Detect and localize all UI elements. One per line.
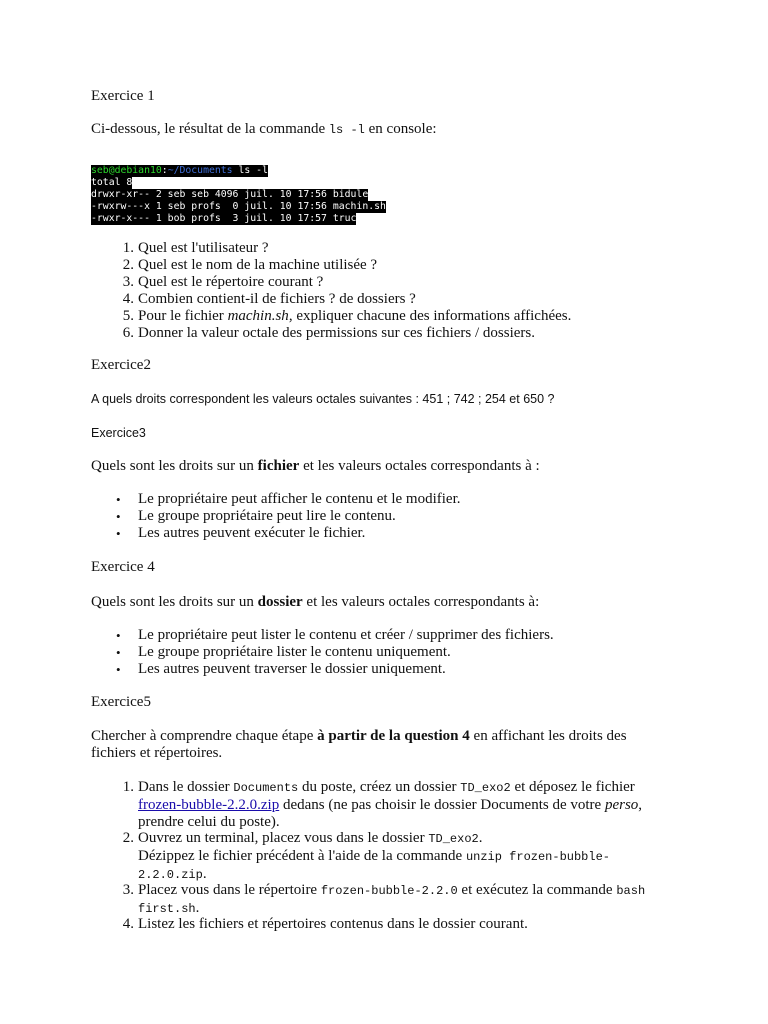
question-text: Quel est le répertoire courant ? xyxy=(138,274,324,290)
question-number: 6. xyxy=(122,325,134,341)
bullet-text: Le groupe propriétaire lister le contenu uniquement. xyxy=(138,644,451,660)
bullet-icon: • xyxy=(116,526,121,541)
step-code-folder: TD_exo2 xyxy=(460,781,511,795)
step-text: . xyxy=(195,900,200,916)
step-number: 2. xyxy=(122,830,134,846)
step-code-folder: TD_exo2 xyxy=(428,832,479,846)
step-text: Ouvrez un terminal, placez vous dans le dossier xyxy=(138,830,429,846)
bullet-icon: • xyxy=(116,662,121,677)
bullet-text: Les autres peuvent traverser le dossier uniquement. xyxy=(138,661,446,677)
terminal-line-text: -rwxr-x--- 1 bob profs 3 juil. 10 17:57 truc xyxy=(91,213,357,224)
intro-text: Ci-dessous, le résultat de la commande xyxy=(91,121,329,137)
intro-command: ls -l xyxy=(328,123,365,137)
terminal-prompt-user: seb@debian10 xyxy=(91,165,162,176)
step-code-unzip: unzip frozen-bubble- xyxy=(465,850,610,864)
zip-file-link[interactable]: frozen-bubble-2.2.0.zip xyxy=(138,797,280,813)
exercise-2-title: Exercice2 xyxy=(91,357,151,373)
question-text: Combien contient-il de fichiers ? de dossiers ? xyxy=(138,291,416,307)
intro-text-end: en console: xyxy=(364,121,437,137)
intro-emphasis: à partir de la question 4 xyxy=(317,728,470,744)
exercise-5-intro xyxy=(91,728,627,745)
step-text: Dans le dossier xyxy=(138,779,234,795)
exercise-3-title: Exercice3 xyxy=(91,426,146,440)
terminal-prompt-command: ls -l xyxy=(232,165,268,176)
question-text: Quels sont les droits sur un xyxy=(91,594,258,610)
step-line: prendre celui du poste). xyxy=(138,814,280,830)
step-item xyxy=(122,916,698,933)
step-text: Dézippez le fichier précédent à l'aide de la commande xyxy=(138,848,466,864)
question-filename: machin.sh xyxy=(227,308,289,324)
exercise-4-question xyxy=(91,594,539,611)
question-text-end: et les valeurs octales correspondants à : xyxy=(299,458,540,474)
terminal-line xyxy=(91,213,386,225)
exercise-5-title: Exercice5 xyxy=(91,694,151,710)
question-number: 2. xyxy=(122,257,134,273)
question-keyword: fichier xyxy=(257,458,300,474)
exercise-5-intro-line2: fichiers et répertoires. xyxy=(91,745,223,761)
step-code-bash: bash xyxy=(616,884,646,898)
intro-text-end: en affichant les droits des xyxy=(469,728,627,744)
terminal-prompt-path: ~/Documents xyxy=(167,165,233,176)
step-item xyxy=(122,779,698,831)
terminal-line xyxy=(91,201,386,213)
question-item xyxy=(122,325,698,342)
step-code-script: first.sh xyxy=(138,902,196,916)
step-text: du poste, créez un dossier xyxy=(298,779,461,795)
question-text-end: , expliquer chacune des informations affichées. xyxy=(288,308,572,324)
bullet-icon: • xyxy=(116,628,121,643)
step-code-dir: frozen-bubble-2.2.0 xyxy=(320,884,458,898)
question-text: Quels sont les droits sur un xyxy=(91,458,258,474)
terminal-line xyxy=(91,177,386,189)
exercise-1-intro xyxy=(91,121,437,139)
step-line xyxy=(138,779,698,797)
terminal-line xyxy=(91,189,386,201)
bullet-text: Le groupe propriétaire peut lire le contenu. xyxy=(138,508,396,524)
step-line xyxy=(138,797,698,814)
step-text: . xyxy=(202,866,207,882)
bullet-icon: • xyxy=(116,645,121,660)
terminal-output xyxy=(91,165,386,225)
step-text: et exécutez la commande xyxy=(457,882,617,898)
bullet-item xyxy=(116,627,698,644)
exercise-4-title: Exercice 4 xyxy=(91,559,155,575)
terminal-line-text: drwxr-xr-- 2 seb seb 4096 juil. 10 17:56 bidule xyxy=(91,189,369,200)
terminal-prompt-sep: : xyxy=(161,165,168,176)
question-keyword: dossier xyxy=(257,594,303,610)
step-number: 4. xyxy=(122,916,134,932)
bullet-item xyxy=(116,661,698,678)
bullet-item xyxy=(116,508,698,525)
step-code-documents: Documents xyxy=(233,781,299,795)
step-text: et déposez le fichier xyxy=(510,779,635,795)
exercise-2-question: A quels droits correspondent les valeurs octales suivantes : 451 ; 742 ; 254 et 650 ? xyxy=(91,392,555,406)
bullet-item xyxy=(116,644,698,661)
step-text: Listez les fichiers et répertoires contenus dans le dossier courant. xyxy=(138,916,528,932)
exercise-3-question xyxy=(91,458,540,475)
step-text: , xyxy=(638,797,643,813)
step-line xyxy=(138,830,698,848)
question-item xyxy=(122,291,698,308)
terminal-prompt-line xyxy=(91,165,386,177)
step-number: 1. xyxy=(122,779,134,795)
step-text: . xyxy=(478,830,483,846)
step-line xyxy=(138,848,698,866)
terminal-line-text: total 8 xyxy=(91,177,133,188)
step-code-zip: 2.2.0.zip xyxy=(138,868,203,882)
step-number: 3. xyxy=(122,882,134,898)
step-item xyxy=(122,830,698,884)
step-italic: perso xyxy=(604,797,639,813)
question-item xyxy=(122,240,698,257)
intro-text: Chercher à comprendre chaque étape xyxy=(91,728,318,744)
bullet-icon: • xyxy=(116,492,121,507)
question-number: 5. xyxy=(122,308,134,324)
bullet-text: Le propriétaire peut afficher le contenu et le modifier. xyxy=(138,491,461,507)
question-item xyxy=(122,274,698,291)
question-item xyxy=(122,257,698,274)
question-number: 1. xyxy=(122,240,134,256)
question-text: Donner la valeur octale des permissions sur ces fichiers / dossiers. xyxy=(138,325,535,341)
terminal-line-text: -rwxrw---x 1 seb profs 0 juil. 10 17:56 machin.sh xyxy=(91,201,386,212)
question-number: 4. xyxy=(122,291,134,307)
exercise-1-title: Exercice 1 xyxy=(91,88,155,104)
question-text-end: et les valeurs octales correspondants à: xyxy=(302,594,540,610)
step-item xyxy=(122,882,698,918)
bullet-item xyxy=(116,525,698,542)
step-text: Placez vous dans le répertoire xyxy=(138,882,321,898)
bullet-text: Les autres peuvent exécuter le fichier. xyxy=(138,525,366,541)
step-line xyxy=(138,882,698,900)
question-number: 3. xyxy=(122,274,134,290)
bullet-icon: • xyxy=(116,509,121,524)
question-text: Quel est l'utilisateur ? xyxy=(138,240,269,256)
step-text: dedans (ne pas choisir le dossier Documents de votre xyxy=(279,797,605,813)
bullet-text: Le propriétaire peut lister le contenu et créer / supprimer des fichiers. xyxy=(138,627,554,643)
question-text: Pour le fichier xyxy=(138,308,228,324)
question-item xyxy=(122,308,698,325)
bullet-item xyxy=(116,491,698,508)
question-text: Quel est le nom de la machine utilisée ? xyxy=(138,257,378,273)
